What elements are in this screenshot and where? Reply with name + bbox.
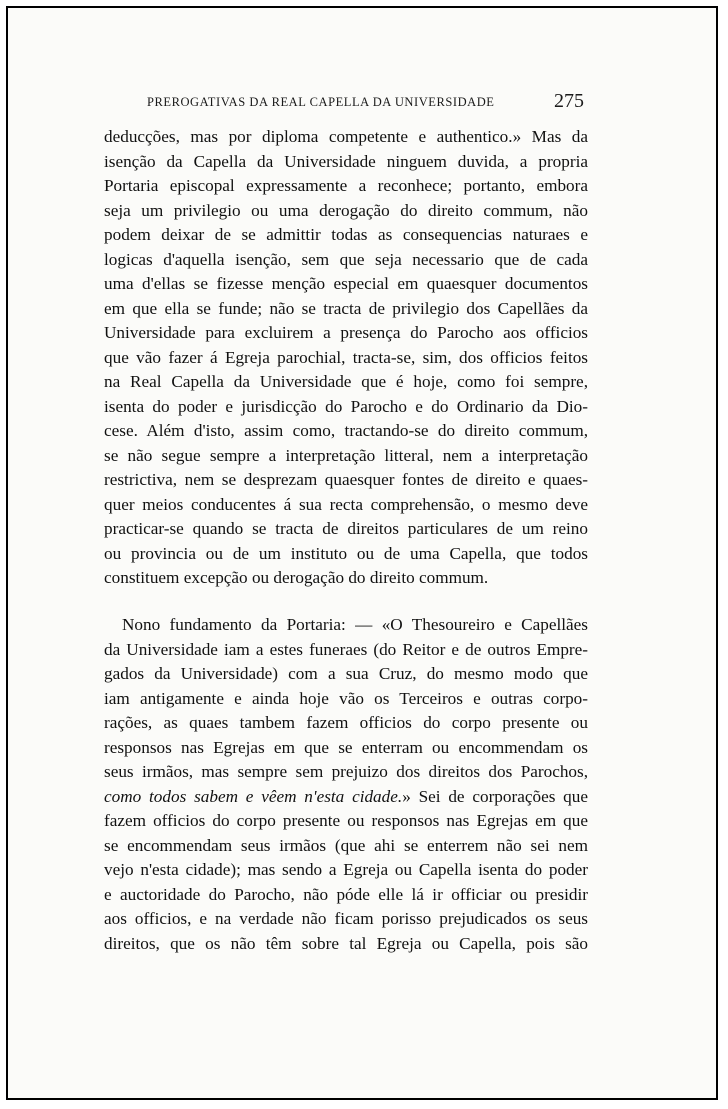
- text-fragment: » Sei de corporações que: [402, 786, 589, 806]
- paragraph-1: [104, 125, 588, 591]
- text-line: quer meios conducentes á sua recta comprehensão, o mesmo deve: [104, 494, 588, 514]
- text-line: se encommendam seus irmãos (que ahi se enterrem não sei nem: [104, 835, 588, 855]
- text-line: logicas d'aquella isenção, sem que seja necessario que de cada: [104, 249, 588, 269]
- text-line: aos officios, e na verdade não ficam porisso prejudicados os seus: [104, 909, 588, 928]
- text-line: direitos, que os não têm sobre tal Egreja ou Capella, pois são: [104, 933, 588, 953]
- text-line: uma d'ellas se fizesse menção especial em quaesquer documentos: [104, 274, 588, 293]
- text-line: que vão fazer á Egreja parochial, tracta-se, sim, dos officios feitos: [104, 347, 588, 367]
- text-line: na Real Capella da Universidade que é hoje, como foi sempre,: [104, 372, 588, 391]
- text-line: constituem excepção ou derogação do direito commum.: [104, 568, 489, 587]
- text-line: se não segue sempre a interpretação litteral, nem a interpretação: [104, 445, 588, 465]
- text-line: restrictiva, nem se desprezam quaesquer fontes de direito e quaes-: [104, 470, 588, 489]
- text-line: em que ella se funde; não se tracta de privilegio dos Capellães da: [104, 298, 588, 318]
- text-line: practicar-se quando se tracta de direitos particulares de um reino: [104, 519, 588, 538]
- text-line: responsos nas Egrejas em que se enterram ou encommendam os: [104, 737, 588, 757]
- text-line: seus irmãos, mas sempre sem prejuizo dos direitos dos Parochos,: [104, 762, 588, 781]
- text-line: seja um privilegio ou uma derogação do direito commum, não: [104, 200, 588, 220]
- text-line: isenta do poder e jurisdicção do Parocho e do Ordinario da Dio-: [104, 396, 588, 416]
- text-line: gados da Universidade) com a sua Cruz, do mesmo modo que: [104, 664, 588, 683]
- text-line: Universidade para excluirem a presença do Parocho aos officios: [104, 323, 588, 342]
- text-line: Nono fundamento da Portaria: — «O Thesoureiro e Capellães: [122, 615, 588, 634]
- text-line: e auctoridade do Parocho, não póde elle lá ir officiar ou presidir: [104, 884, 588, 904]
- text-line-mixed: [104, 785, 588, 810]
- text-line: isenção da Capella da Universidade ninguem duvida, a propria: [104, 151, 588, 171]
- text-line: cese. Além d'isto, assim como, tractando-se do direito commum,: [104, 421, 588, 440]
- text-line: fazem officios do corpo presente ou responsos nas Egrejas em que: [104, 811, 588, 830]
- text-line: iam antigamente e ainda hoje vão os Terceiros e outras corpo-: [104, 688, 588, 708]
- running-title: PREROGATIVAS DA REAL CAPELLA DA UNIVERSIDADE: [147, 95, 495, 109]
- text-line: deducções, mas por diploma competente e authentico.» Mas da: [104, 127, 588, 146]
- text-line: Portaria episcopal expressamente a reconhece; portanto, embora: [104, 176, 588, 195]
- text-line: podem deixar de se admittir todas as consequencias naturaes e: [104, 225, 588, 244]
- text-line: rações, as quaes tambem fazem officios do corpo presente ou: [104, 713, 588, 732]
- text-line: vejo n'esta cidade); mas sendo a Egreja ou Capella isenta do poder: [104, 860, 588, 879]
- paragraph-2: [104, 613, 588, 956]
- page-number: 275: [554, 90, 584, 112]
- text-line: ou provincia ou de um instituto ou de uma Capella, que todos: [104, 543, 588, 563]
- running-header: [147, 90, 584, 115]
- text-line: da Universidade iam a estes funeraes (do Reitor e de outros Empre-: [104, 639, 588, 659]
- italic-quote: como todos sabem e vêem n'esta cidade.: [104, 786, 403, 806]
